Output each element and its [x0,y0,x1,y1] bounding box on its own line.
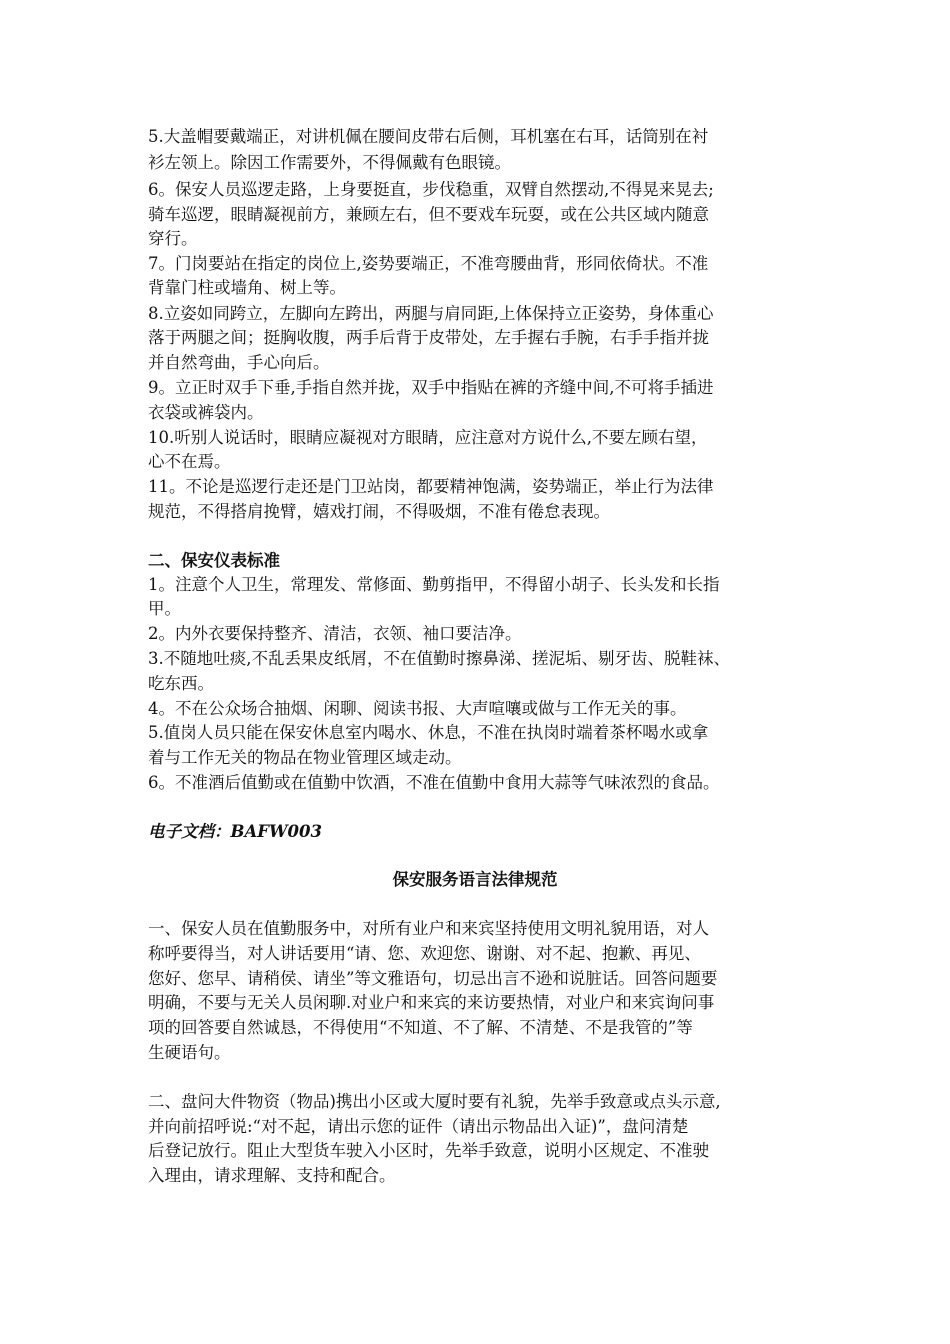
text-line: 并向前招呼说:“对不起，请出示您的证件（请出示物品出入证)”，盘问清楚 [148,1117,689,1136]
text-line: 着与工作无关的物品在物业管理区域走动。 [148,748,462,767]
document-code: 电子文档：BAFW003 [148,822,322,841]
text-line: 骑车巡逻，眼睛凝视前方，兼顾左右，但不要戏车玩耍，或在公共区域内随意 [148,205,709,224]
text-line: 衣袋或裤袋内。 [148,403,264,422]
text-line: 甲。 [148,599,181,618]
text-line: 衫左领上。除因工作需要外，不得佩戴有色眼镜。 [148,153,511,172]
text-line: 后登记放行。阻止大型货车驶入小区时，先举手致意，说明小区规定、不准驶 [148,1141,709,1160]
text-line: 您好、您早、请稍侯、请坐”等文雅语句，切忌出言不逊和说脏话。回答问题要 [148,969,718,988]
text-line: 入理由，请求理解、支持和配合。 [148,1166,396,1185]
text-line: 称呼要得当，对人讲话要用“请、您、欢迎您、谢谢、对不起、抱歉、再见、 [148,944,701,963]
section-heading: 二、保安仪表标准 [148,551,280,570]
text-line: 7。门岗要站在指定的岗位上,姿势要端正，不准弯腰曲背，形同依倚状。不准 [148,254,709,273]
text-line: 落于两腿之间；挺胸收腹，两手后背于皮带处，左手握右手腕，右手手指并拢 [148,328,709,347]
text-line: 4。不在公众场合抽烟、闲聊、阅读书报、大声喧嚷或做与工作无关的事。 [148,699,687,718]
text-line: 11。不论是巡逻行走还是门卫站岗，都要精神饱满，姿势端正，举止行为法律 [148,477,714,496]
text-line: 5.值岗人员只能在保安休息室内喝水、休息，不准在执岗时端着茶杯喝水或拿 [148,723,709,742]
text-line: 9。立正时双手下垂,手指自然并拢，双手中指贴在裤的齐缝中间,不可将手插进 [148,378,714,397]
text-line: 1。注意个人卫生，常理发、常修面、勤剪指甲，不得留小胡子、长头发和长指 [148,575,720,594]
text-line: 项的回答要自然诚恳，不得使用“不知道、不了解、不清楚、不是我管的”等 [148,1018,693,1037]
text-line: 二、盘问大件物资（物品)携出小区或大厦时要有礼貌，先举手致意或点头示意, [148,1092,721,1111]
text-line: 生硬语句。 [148,1043,231,1062]
text-line: 规范，不得搭肩挽臂，嬉戏打闹，不得吸烟，不准有倦怠表现。 [148,502,610,521]
document-title: 保安服务语言法律规范 [392,870,558,889]
text-line: 穿行。 [148,229,198,248]
text-line: 6。不准酒后值勤或在值勤中饮酒，不准在值勤中食用大蒜等气味浓烈的食品。 [148,773,720,792]
text-line: 8.立姿如同跨立，左脚向左跨出，两腿与肩同距,上体保持立正姿势，身体重心 [148,304,714,323]
text-line: 吃东西。 [148,674,214,693]
text-line: 明确，不要与无关人员闲聊.对业户和来宾的来访要热情，对业户和来宾询问事 [148,993,715,1012]
text-line: 2。内外衣要保持整齐、清洁，衣领、袖口要洁净。 [148,624,522,643]
text-line: 一、保安人员在值勤服务中，对所有业户和来宾坚持使用文明礼貌用语，对人 [148,919,709,938]
text-line: 背靠门柱或墙角、树上等。 [148,278,346,297]
text-line: 6。保安人员巡逻走路，上身要挺直，步伐稳重，双臂自然摆动,不得晃来晃去; [148,180,714,199]
text-line: 5.大盖帽要戴端正，对讲机佩在腰间皮带右后侧，耳机塞在右耳，话筒别在衬 [148,127,709,146]
text-line: 3.不随地吐痰,不乱丢果皮纸屑，不在值勤时擦鼻涕、搓泥垢、剔牙齿、脱鞋袜、 [148,649,730,668]
text-line: 并自然弯曲，手心向后。 [148,353,330,372]
text-line: 10.听别人说话时，眼睛应凝视对方眼睛，应注意对方说什么,不要左顾右望， [148,428,708,447]
text-line: 心不在焉。 [148,452,231,471]
